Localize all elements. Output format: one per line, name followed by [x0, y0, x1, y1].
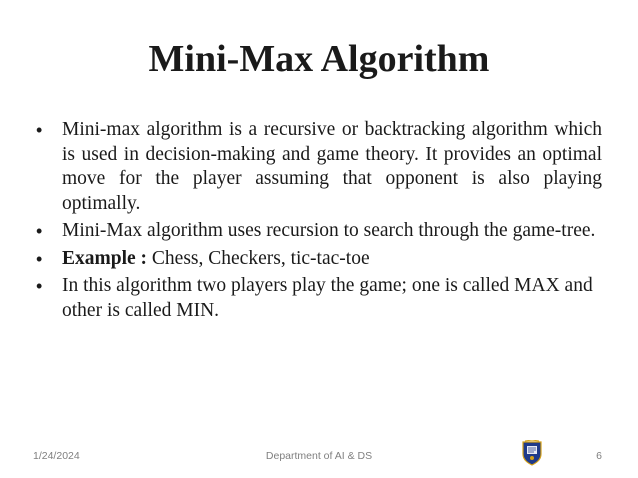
footer-department: Department of AI & DS — [265, 450, 373, 462]
bullet-marker: • — [36, 276, 43, 296]
bullet-marker: • — [36, 221, 43, 241]
bullet-item — [36, 247, 602, 272]
bullet-marker: • — [36, 248, 43, 269]
bullet-bold-prefix: Example : — [62, 247, 148, 269]
bullet-item — [36, 118, 602, 216]
bullet-text: Mini-max algorithm is a recursive or backtracking algorithm which is used in decision-making and game theory. It provides an optimal move for the player assuming that opponent is also playing optimally. — [62, 119, 602, 214]
bullet-text: In this algorithm two players play the game; one is called MAX and other is called MIN. — [62, 275, 593, 321]
bullet-item — [36, 274, 602, 323]
bullet-text: Mini-Max algorithm uses recursion to search through the game-tree. — [62, 220, 596, 241]
bullet-marker: • — [36, 120, 43, 140]
college-crest-icon — [521, 440, 543, 466]
bullet-item — [36, 219, 602, 244]
footer-date: 1/24/2024 — [33, 450, 80, 462]
slide-title: Mini-Max Algorithm — [148, 38, 490, 80]
bullet-list — [36, 118, 602, 326]
bullet-text: Chess, Checkers, tic-tac-toe — [147, 247, 370, 269]
footer-page-number: 6 — [596, 450, 602, 462]
